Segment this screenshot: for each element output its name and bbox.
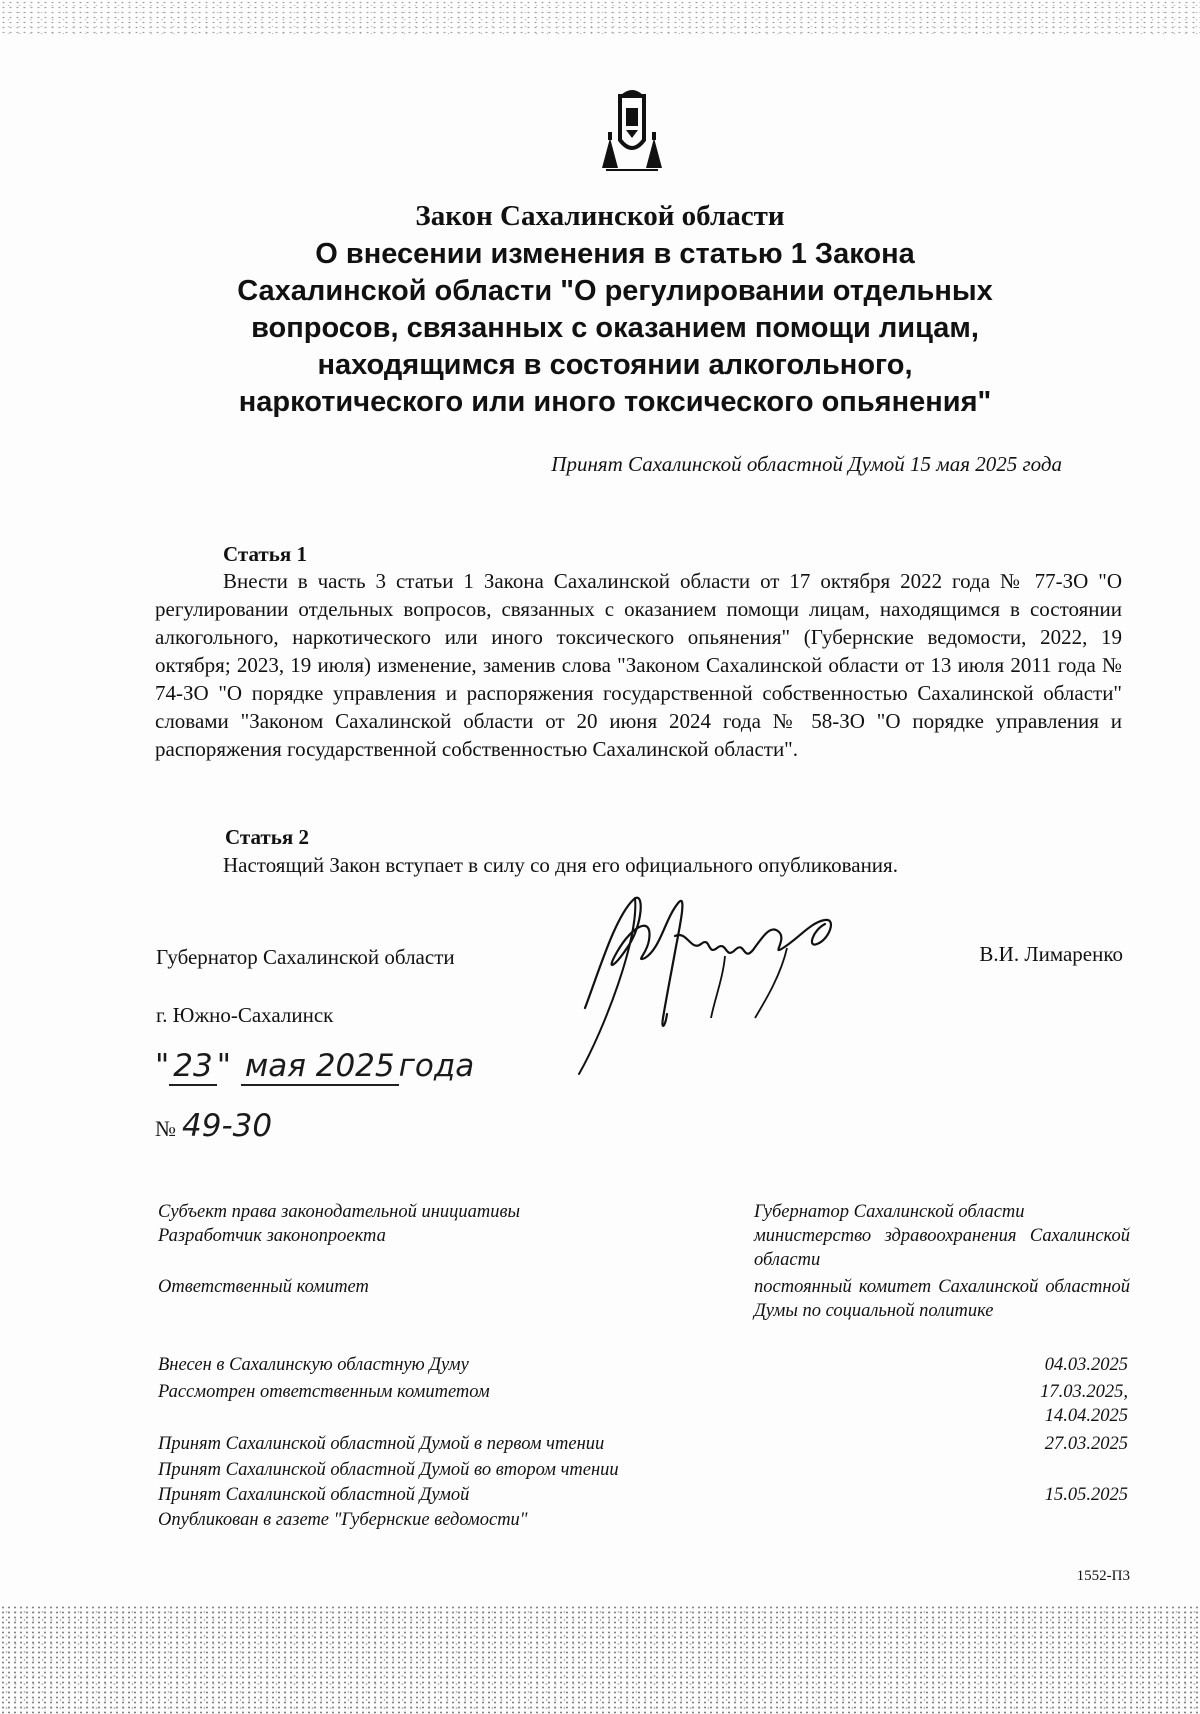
law-number-value: 49-30 [182,1108,273,1144]
signing-date-suffix: года [398,1048,475,1084]
law-label: Закон Сахалинской области [415,200,785,232]
adopted-label: Принят Сахалинской областной Думой [158,1485,470,1505]
reviewed-date: 14.04.2025 [1044,1406,1128,1426]
document-code: 1552-П3 [1076,1568,1130,1584]
first-reading-label: Принят Сахалинской областной Думой в первом чтении [158,1434,605,1454]
article-2-body: Настоящий Закон вступает в силу со дня его официального опубликования. [223,853,898,877]
law-title-line: находящимся в состоянии алкогольного, [317,349,913,381]
scan-noise-bottom [0,1605,1200,1714]
first-reading-date: 27.03.2025 [1044,1434,1128,1454]
second-reading-label: Принят Сахалинской областной Думой во втором чтении [158,1460,619,1480]
published-label: Опубликован в газете "Губернские ведомости" [158,1510,528,1530]
subject-label: Субъект права законодательной инициативы [158,1202,521,1222]
submitted-label: Внесен в Сахалинскую областную Думу [158,1355,469,1375]
city: г. Южно-Сахалинск [156,1003,334,1027]
law-number [155,1108,272,1144]
article-2-text [155,851,1122,879]
developer-value: министерство здравоохранения Сахалинской области [754,1226,1130,1270]
law-number-label: № [155,1116,176,1141]
adopted-note: Принят Сахалинской областной Думой 15 мая 2025 года [551,452,1062,476]
article-1-text [155,567,1122,763]
reviewed-label: Рассмотрен ответственным комитетом [158,1382,490,1402]
law-title [150,236,1080,421]
law-title-line: вопросов, связанных с оказанием помощи лицам, [251,312,979,344]
subject-value: Губернатор Сахалинской области [754,1202,1025,1222]
law-title-line: наркотического или иного токсического опьянения" [238,386,992,418]
reviewed-date: 17.03.2025, [1040,1382,1128,1402]
adopted-date: 15.05.2025 [1044,1485,1128,1505]
developer-label: Разработчик законопроекта [158,1226,386,1246]
article-1-body: Внести в часть 3 статьи 1 Закона Сахалинской области от 17 октября 2022 года № 77-ЗО "О регулировании отдельных вопросов, связанных с оказанием помощи лицам, находящимся в состоянии алкогольного, наркотического или иного токсического опьянения" (Губернские ведомости, 2022, 19 октября; 2023, 19 июля) изменение, заменив слова "Законом Сахалинской области от 13 июля 2011 года № 74-ЗО "О порядке управления и распоряжения государственной собственностью Сахалинской области" словами "Законом Сахалинской области от 20 июня 2024 года № 58-ЗО "О порядке управления и распоряжения государственной собственностью Сахалинской области". [155,569,1122,761]
signing-date-month-year: мая 2025 [241,1048,399,1086]
governor-position: Губернатор Сахалинской области [156,945,455,969]
article-1-heading: Статья 1 [223,542,307,566]
signing-date-day: 23 [169,1048,216,1086]
law-title-line: О внесении изменения в статью 1 Закона [315,238,915,270]
committee-value: постоянный комитет Сахалинской областной Думы по социальной политике [754,1277,1130,1321]
sakhalin-coat-of-arms-icon [596,78,668,178]
scan-noise-top [0,0,1200,34]
signing-date: " 23 " мая 2025 года [155,1048,475,1084]
article-2-heading: Статья 2 [225,825,309,849]
governor-name: В.И. Лимаренко [979,942,1123,966]
committee-label: Ответственный комитет [158,1277,369,1297]
governor-signature [575,878,895,1078]
submitted-date: 04.03.2025 [1044,1355,1128,1375]
law-title-line: Сахалинской области "О регулировании отдельных [237,275,993,307]
